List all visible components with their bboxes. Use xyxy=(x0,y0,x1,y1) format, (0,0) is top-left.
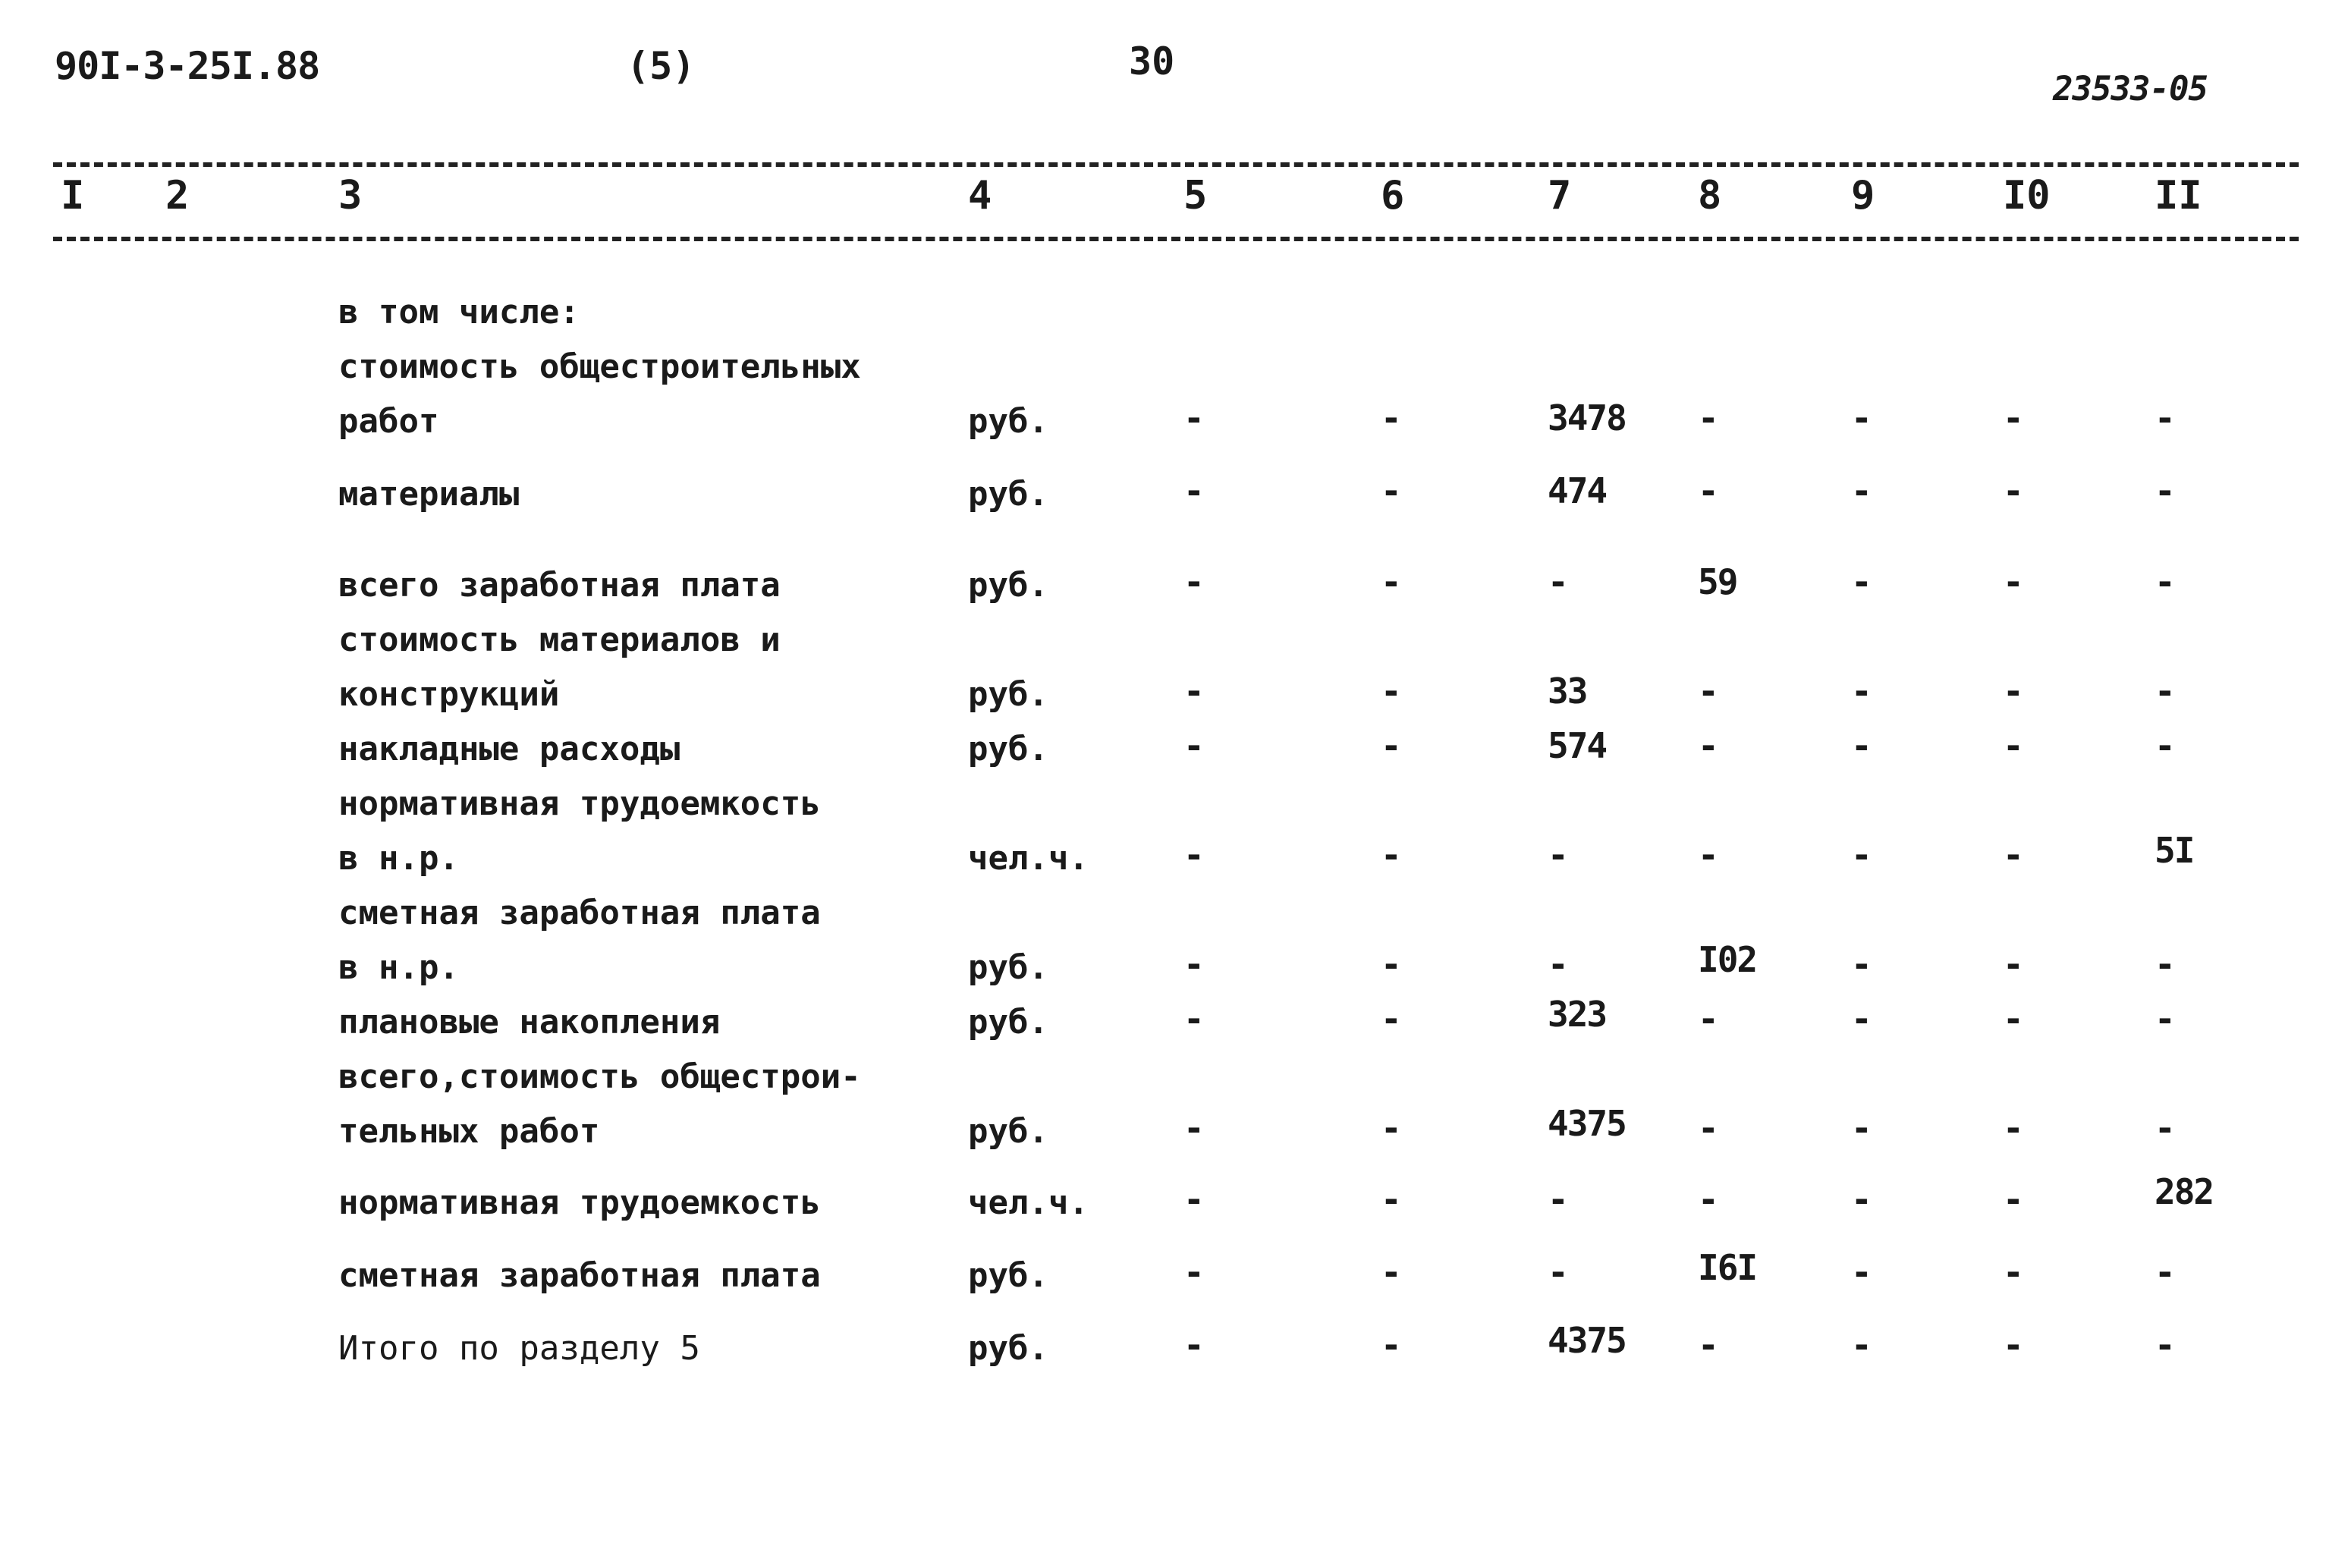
cell-col9: - xyxy=(1851,671,1871,712)
row-description: стоимость материалов и xyxy=(338,621,781,659)
cell-col8: I02 xyxy=(1698,939,1757,980)
row-description: стоимость общестроительных xyxy=(338,347,861,386)
section-number: (5) xyxy=(627,44,696,88)
row-unit: руб. xyxy=(968,402,1048,441)
column-number-6: 6 xyxy=(1381,173,1405,218)
cell-col7: 574 xyxy=(1548,725,1607,766)
cell-col7: 4375 xyxy=(1548,1103,1626,1144)
cell-col10: - xyxy=(2003,1108,2023,1149)
cell-col6: - xyxy=(1381,725,1400,766)
column-number-7: 7 xyxy=(1548,173,1572,218)
cell-col8: 59 xyxy=(1698,561,1737,602)
row-unit: руб. xyxy=(968,1003,1048,1042)
cell-col9: - xyxy=(1851,1324,1871,1365)
cell-col8: - xyxy=(1698,725,1718,766)
cell-col11: - xyxy=(2155,998,2174,1039)
cell-col7: 3478 xyxy=(1548,397,1626,438)
row-description: всего заработная плата xyxy=(338,566,781,605)
cell-col8: - xyxy=(1698,1179,1718,1220)
cell-col10: - xyxy=(2003,1324,2023,1365)
cell-col10: - xyxy=(2003,834,2023,875)
row-unit: руб. xyxy=(968,1329,1048,1368)
cell-col5: - xyxy=(1183,470,1203,511)
column-number-2: 2 xyxy=(165,173,190,218)
cell-col11: - xyxy=(2155,1252,2174,1293)
column-number-4: 4 xyxy=(968,173,992,218)
section-total-label: Итого по разделу 5 xyxy=(338,1329,700,1368)
cell-col8: - xyxy=(1698,1324,1718,1365)
row-unit: руб. xyxy=(968,948,1048,987)
column-number-11: II xyxy=(2155,173,2202,218)
cell-col7: 33 xyxy=(1548,671,1587,712)
cell-col6: - xyxy=(1381,470,1400,511)
row-description: нормативная трудоемкость xyxy=(338,1183,821,1222)
row-description: в н.р. xyxy=(338,948,459,987)
cell-col9: - xyxy=(1851,1108,1871,1149)
cell-col6: - xyxy=(1381,1108,1400,1149)
row-description: сметная заработная плата xyxy=(338,894,821,932)
header-bottom-rule xyxy=(53,237,2299,241)
cell-col7: 323 xyxy=(1548,994,1607,1035)
cell-col11: 282 xyxy=(2155,1171,2214,1212)
row-unit: руб. xyxy=(968,675,1048,714)
cell-col9: - xyxy=(1851,1179,1871,1220)
cell-col11: - xyxy=(2155,725,2174,766)
cell-col6: - xyxy=(1381,1179,1400,1220)
header-top-rule xyxy=(53,162,2299,167)
cell-col9: - xyxy=(1851,998,1871,1039)
cell-col11: - xyxy=(2155,671,2174,712)
cell-col9: - xyxy=(1851,397,1871,438)
cell-col8: I6I xyxy=(1698,1247,1757,1288)
cell-col11: - xyxy=(2155,470,2174,511)
cell-col11: - xyxy=(2155,561,2174,602)
archive-stamp: 23533-05 xyxy=(2053,70,2208,108)
cell-col6: - xyxy=(1381,944,1400,985)
column-number-10: I0 xyxy=(2003,173,2051,218)
row-unit: руб. xyxy=(968,1112,1048,1151)
cell-col10: - xyxy=(2003,1179,2023,1220)
cell-col7: - xyxy=(1548,834,1567,875)
cell-col11: - xyxy=(2155,944,2174,985)
cell-col8: - xyxy=(1698,671,1718,712)
cell-col9: - xyxy=(1851,725,1871,766)
cell-col10: - xyxy=(2003,671,2023,712)
cell-col7: 4375 xyxy=(1548,1320,1626,1361)
cell-col5: - xyxy=(1183,397,1203,438)
row-description: тельных работ xyxy=(338,1112,600,1151)
cell-col10: - xyxy=(2003,998,2023,1039)
cell-col6: - xyxy=(1381,834,1400,875)
row-description: в н.р. xyxy=(338,839,459,878)
column-number-1: I xyxy=(61,173,85,218)
cell-col5: - xyxy=(1183,944,1203,985)
cell-col7: - xyxy=(1548,561,1567,602)
cell-col9: - xyxy=(1851,944,1871,985)
cell-col11: - xyxy=(2155,1324,2174,1365)
cell-col8: - xyxy=(1698,998,1718,1039)
cell-col5: - xyxy=(1183,834,1203,875)
cell-col8: - xyxy=(1698,1108,1718,1149)
cell-col11: 5I xyxy=(2155,830,2194,871)
cell-col7: - xyxy=(1548,1179,1567,1220)
row-description: нормативная трудоемкость xyxy=(338,784,821,823)
row-unit: руб. xyxy=(968,1256,1048,1295)
row-unit: руб. xyxy=(968,566,1048,605)
cell-col10: - xyxy=(2003,944,2023,985)
column-number-5: 5 xyxy=(1183,173,1208,218)
cell-col6: - xyxy=(1381,1252,1400,1293)
row-unit: руб. xyxy=(968,475,1048,514)
cell-col9: - xyxy=(1851,561,1871,602)
row-unit: чел.ч. xyxy=(968,1183,1089,1222)
cell-col9: - xyxy=(1851,470,1871,511)
cell-col7: 474 xyxy=(1548,470,1607,511)
column-number-9: 9 xyxy=(1851,173,1875,218)
cell-col11: - xyxy=(2155,397,2174,438)
row-description: всего,стоимость общестрои- xyxy=(338,1057,861,1096)
row-description: работ xyxy=(338,402,439,441)
cell-col5: - xyxy=(1183,1252,1203,1293)
cell-col6: - xyxy=(1381,397,1400,438)
cell-col10: - xyxy=(2003,1252,2023,1293)
cell-col9: - xyxy=(1851,1252,1871,1293)
page-number: 30 xyxy=(1129,39,1175,83)
intro-label: в том числе: xyxy=(338,293,580,332)
cell-col9: - xyxy=(1851,834,1871,875)
cell-col10: - xyxy=(2003,561,2023,602)
cell-col10: - xyxy=(2003,397,2023,438)
cell-col8: - xyxy=(1698,397,1718,438)
row-description: конструкций xyxy=(338,675,560,714)
cell-col6: - xyxy=(1381,561,1400,602)
cell-col6: - xyxy=(1381,998,1400,1039)
cell-col7: - xyxy=(1548,944,1567,985)
cell-col8: - xyxy=(1698,834,1718,875)
column-number-8: 8 xyxy=(1698,173,1722,218)
document-code: 90I-3-25I.88 xyxy=(55,44,320,88)
cell-col5: - xyxy=(1183,998,1203,1039)
cell-col5: - xyxy=(1183,1108,1203,1149)
row-unit: руб. xyxy=(968,730,1048,768)
row-description: материалы xyxy=(338,475,520,514)
column-number-3: 3 xyxy=(338,173,363,218)
cell-col6: - xyxy=(1381,1324,1400,1365)
cell-col5: - xyxy=(1183,671,1203,712)
row-description: сметная заработная плата xyxy=(338,1256,821,1295)
cell-col5: - xyxy=(1183,1324,1203,1365)
cell-col8: - xyxy=(1698,470,1718,511)
cell-col10: - xyxy=(2003,470,2023,511)
cell-col5: - xyxy=(1183,561,1203,602)
cell-col11: - xyxy=(2155,1108,2174,1149)
cell-col10: - xyxy=(2003,725,2023,766)
cell-col5: - xyxy=(1183,725,1203,766)
cell-col5: - xyxy=(1183,1179,1203,1220)
cell-col6: - xyxy=(1381,671,1400,712)
row-description: плановые накопления xyxy=(338,1003,721,1042)
cell-col7: - xyxy=(1548,1252,1567,1293)
row-description: накладные расходы xyxy=(338,730,680,768)
row-unit: чел.ч. xyxy=(968,839,1089,878)
